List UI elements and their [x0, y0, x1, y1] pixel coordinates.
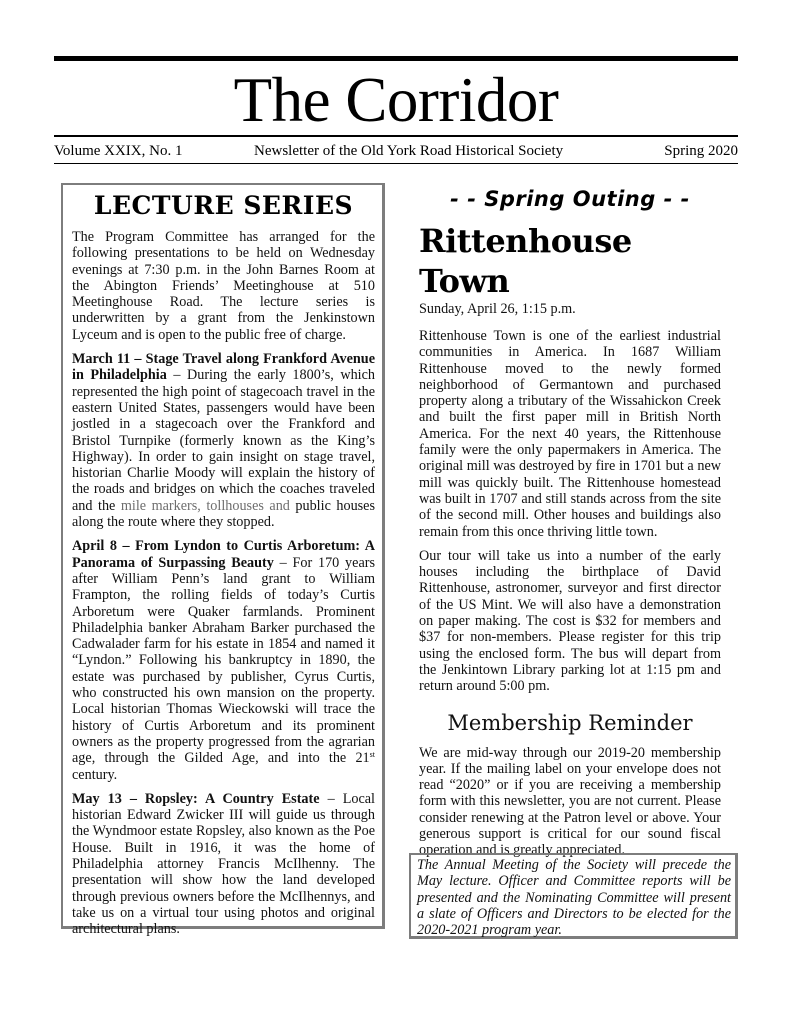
membership-body: We are mid-way through our 2019-20 membership year. If the mailing label on your envelope does not read “2020” or if you are receiving a membership form with this newsletter, you are not current. Please consider renewing at the Patron level or above. Your generous support is critical for our sound fiscal operation and is greatly appreciated.: [419, 744, 721, 859]
lecture-item: [72, 351, 375, 530]
issue-season: Spring 2020: [664, 143, 738, 159]
spring-outing-column: [419, 183, 721, 867]
membership-heading: Membership Reminder: [447, 710, 693, 735]
annual-meeting-notice: The Annual Meeting of the Society will precede the May lecture. Officer and Committee reports will be presented and the Nominating Committee will present a slate of Officers and Directors to be elected for the 2020-2021 program year.: [409, 853, 738, 939]
lecture-body: – Local historian Edward Zwicker III will guide us through the Wyndmoor estate Ropsley, also known as the Poe House. Built in 1916, it was the home of Philadelphia attorney Francis McIlhenny. The presentation will show how the land developed through previous owners before the McIlhennys, and take us on a virtual tour using photos and original architectural plans.: [72, 790, 375, 938]
lecture-item: [72, 538, 375, 782]
outing-paragraph: Our tour will take us into a number of the early houses including the birthplace of David Rittenhouse, astronomer, surveyor and first director of the US Mint. We will also have a demonstration on paper making. The cost is $32 for members and $37 for non-members. Please register for this trip using the enclosed form. The bus will depart from the Jenkintown Library parking lot at 1:15 pm and return around 5:00 pm.: [419, 547, 721, 695]
lecture-series-heading: LECTURE SERIES: [93, 191, 354, 220]
volume-number: Volume XXIX, No. 1: [54, 143, 183, 159]
newsletter-subtitle: Newsletter of the Old York Road Historical Society: [254, 143, 564, 159]
lecture-body-highlight: mile markers, tollhouses and: [120, 497, 290, 514]
lecture-item: [72, 791, 375, 938]
masthead-divider: [54, 135, 738, 137]
outing-date: Sunday, April 26, 1:15 p.m.: [419, 301, 576, 317]
masthead-top-rule: [54, 56, 738, 61]
newsletter-title: The Corridor: [233, 65, 559, 135]
lecture-body: public houses along the route where they stopped.: [72, 497, 376, 531]
lecture-body: – During the early 1800’s, which represented the high point of stagecoach travel in the eastern United States, passengers would have been jostled in a stagecoach over the Frankford and Bristol Turnpike (formerly known as the King’s Highway). In order to gain insight on stage travel, historian Charlie Moody will explain the history of the roads and bridges on which the coaches traveled and the: [72, 367, 376, 514]
ordinal-suffix: st: [369, 750, 375, 760]
lecture-series-box: [61, 183, 385, 938]
lecture-title: March 11 – Stage Travel along Frankford Avenue in Philadelphia: [72, 351, 375, 384]
lecture-body: century.: [72, 766, 118, 783]
outing-paragraph: Rittenhouse Town is one of the earliest industrial communities in America. In 1687 William Rittenhouse moved to the newly formed neighborhood of Germantown and purchased property along a tributary of the Wissahickon Creek and built the first paper mill in British North America. For the next 40 years, the Rittenhouse family were the only papermakers in America. The original mill was destroyed by fire in 1701 but a new mill was quickly built. The Rittenhouse homestead was built in 1707 and still stands across from the site of the second mill. Other houses and buildings also remain from this once thriving little town.: [419, 328, 721, 540]
outing-title: Rittenhouse Town: [419, 222, 632, 300]
lecture-body: – For 170 years after William Penn’s land grant to William Frampton, the rolling fields of today’s Curtis Arboretum were Quaker farmlands. Prominent Philadelphia banker Abraham Barker purchased the Cadwalader farm for his estate in 1854 and named it “Lyndon.” Following his bankruptcy in 1890, the estate was purchased by publisher, Cyrus Curtis, who constructed his own mansion on the property. Local historian Thomas Wieckowski will trace the history of Curtis Arboretum and its prominent owners as the property progressed from the agrarian age, through the Gilded Age, and into the 21: [72, 554, 375, 767]
lecture-title: April 8 – From Lyndon to Curtis Arboretum: A Panorama of Surpassing Beauty: [72, 538, 375, 571]
spring-outing-kicker: - - Spring Outing - -: [450, 187, 690, 211]
masthead-info-bar: [54, 142, 738, 160]
masthead-bottom-rule: [54, 163, 738, 164]
lecture-title: May 13 – Ropsley: A Country Estate: [72, 790, 320, 807]
lecture-series-intro: The Program Committee has arranged for the following presentations to be held on Wednesday evenings at 7:30 p.m. in the John Barnes Room at the Abington Friends’ Meetinghouse at 510 Meetinghouse Road. The lecture series is underwritten by a grant from the Jenkinstown Lyceum and is open to the public free of charge.: [72, 229, 375, 343]
